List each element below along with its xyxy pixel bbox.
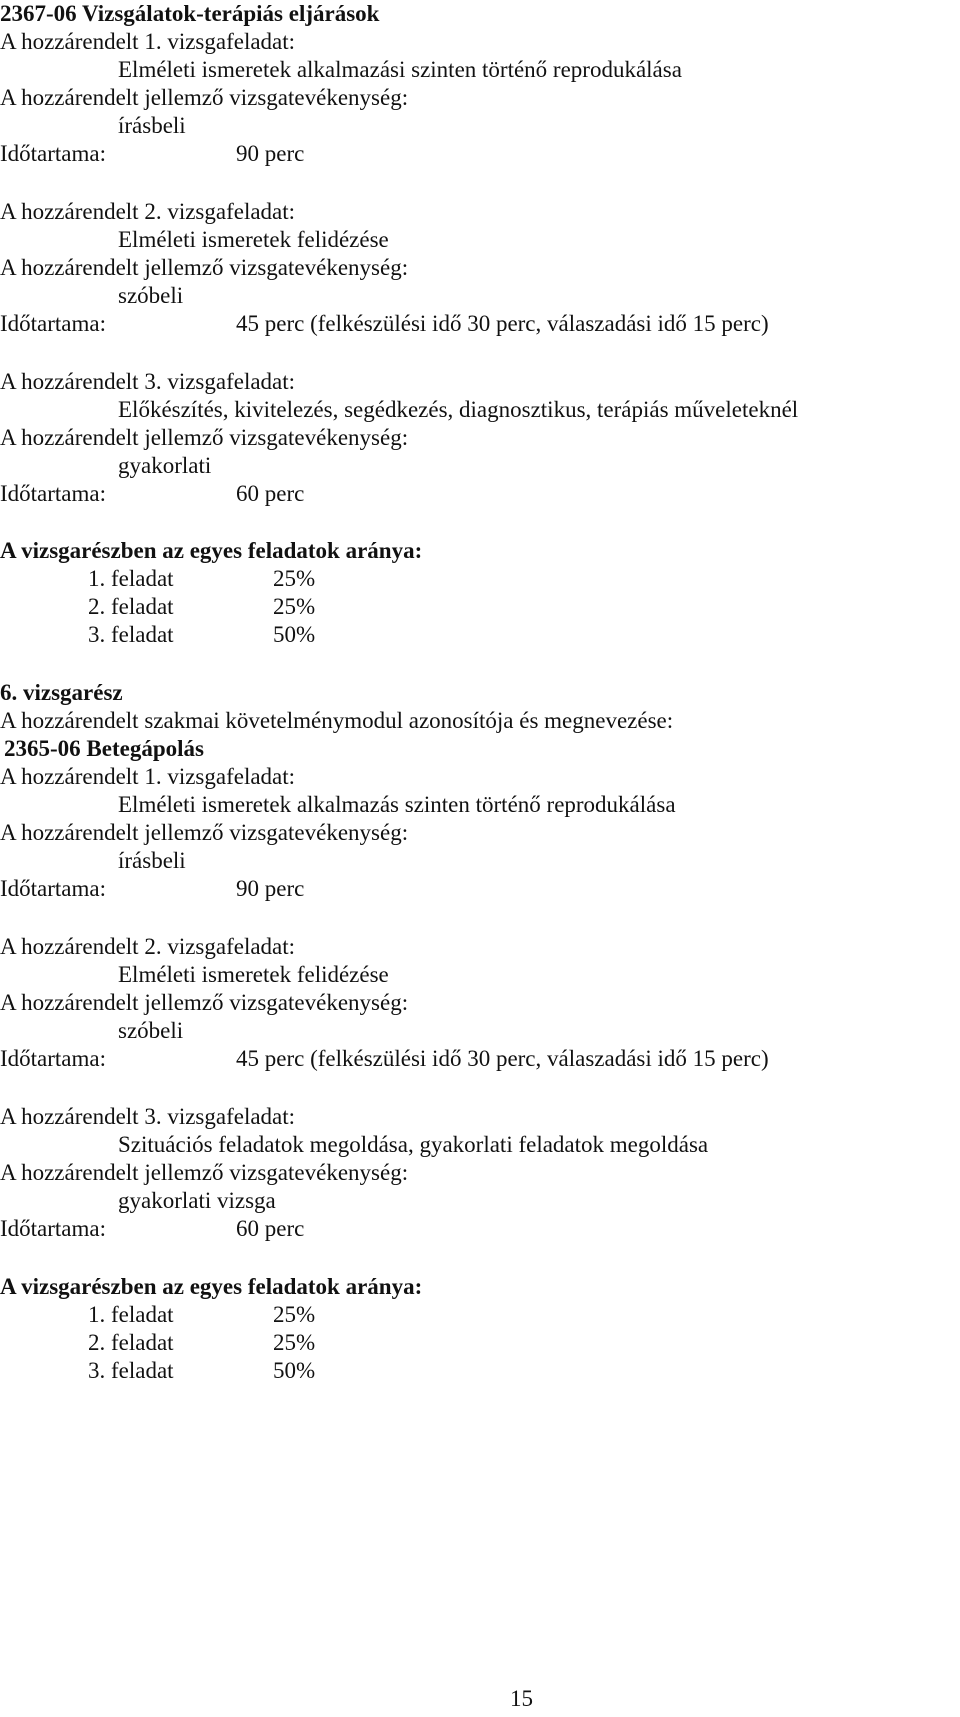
task-heading: A hozzárendelt 1. vizsgafeladat: [0, 29, 296, 54]
activity-label: A hozzárendelt jellemző vizsgatevékenység: [0, 255, 409, 280]
ratio-task: 1. feladat [88, 1302, 174, 1327]
activity-value: gyakorlati [118, 453, 212, 478]
part-heading: 6. vizsgarész [0, 680, 123, 705]
task-title: Elméleti ismeretek alkalmazás szinten történő reprodukálása [118, 792, 676, 817]
task-title: Szituációs feladatok megoldása, gyakorlati feladatok megoldása [118, 1132, 709, 1157]
task-title: Elméleti ismeretek alkalmazási szinten történő reprodukálása [118, 57, 682, 82]
ratio-percent: 25% [273, 1302, 316, 1327]
task-title: Előkészítés, kivitelezés, segédkezés, diagnosztikus, terápiás műveleteknél [118, 397, 799, 422]
ratio-percent: 50% [273, 1358, 316, 1383]
module-heading: 2367-06 Vizsgálatok-terápiás eljárások [0, 1, 380, 26]
activity-label: A hozzárendelt jellemző vizsgatevékenység: [0, 990, 409, 1015]
activity-value: gyakorlati vizsga [118, 1188, 276, 1213]
activity-value: szóbeli [118, 283, 184, 308]
module-label: A hozzárendelt szakmai követelménymodul azonosítója és megnevezése: [0, 708, 674, 733]
task-title: Elméleti ismeretek felidézése [118, 227, 389, 252]
activity-value: írásbeli [118, 848, 186, 873]
activity-label: A hozzárendelt jellemző vizsgatevékenység: [0, 85, 409, 110]
ratio-task: 3. feladat [88, 1358, 174, 1383]
ratio-task: 2. feladat [88, 594, 174, 619]
duration-value: 60 perc [236, 481, 305, 506]
task-heading: A hozzárendelt 2. vizsgafeladat: [0, 199, 296, 224]
task-heading: A hozzárendelt 1. vizsgafeladat: [0, 764, 296, 789]
ratio-percent: 25% [273, 594, 316, 619]
duration-label: Időtartama: [0, 311, 107, 336]
duration-label: Időtartama: [0, 481, 107, 506]
activity-label: A hozzárendelt jellemző vizsgatevékenység: [0, 425, 409, 450]
ratio-task: 3. feladat [88, 622, 174, 647]
ratio-task: 1. feladat [88, 566, 174, 591]
duration-label: Időtartama: [0, 876, 107, 901]
page-number: 15 [510, 1686, 533, 1711]
ratio-percent: 25% [273, 1330, 316, 1355]
duration-label: Időtartama: [0, 1046, 107, 1071]
duration-value: 45 perc (felkészülési idő 30 perc, válaszadási idő 15 perc) [236, 1046, 769, 1071]
duration-value: 45 perc (felkészülési idő 30 perc, válaszadási idő 15 perc) [236, 311, 769, 336]
duration-value: 90 perc [236, 141, 305, 166]
duration-label: Időtartama: [0, 1216, 107, 1241]
duration-value: 60 perc [236, 1216, 305, 1241]
task-heading: A hozzárendelt 2. vizsgafeladat: [0, 934, 296, 959]
activity-value: írásbeli [118, 113, 186, 138]
task-heading: A hozzárendelt 3. vizsgafeladat: [0, 1104, 296, 1129]
activity-label: A hozzárendelt jellemző vizsgatevékenység: [0, 1160, 409, 1185]
ratio-task: 2. feladat [88, 1330, 174, 1355]
activity-label: A hozzárendelt jellemző vizsgatevékenység: [0, 820, 409, 845]
ratio-percent: 50% [273, 622, 316, 647]
task-title: Elméleti ismeretek felidézése [118, 962, 389, 987]
duration-value: 90 perc [236, 876, 305, 901]
ratio-heading: A vizsgarészben az egyes feladatok aránya: [0, 538, 423, 563]
activity-value: szóbeli [118, 1018, 184, 1043]
ratio-percent: 25% [273, 566, 316, 591]
task-heading: A hozzárendelt 3. vizsgafeladat: [0, 369, 296, 394]
duration-label: Időtartama: [0, 141, 107, 166]
module-heading: 2365-06 Betegápolás [4, 736, 204, 761]
ratio-heading: A vizsgarészben az egyes feladatok aránya: [0, 1274, 423, 1299]
